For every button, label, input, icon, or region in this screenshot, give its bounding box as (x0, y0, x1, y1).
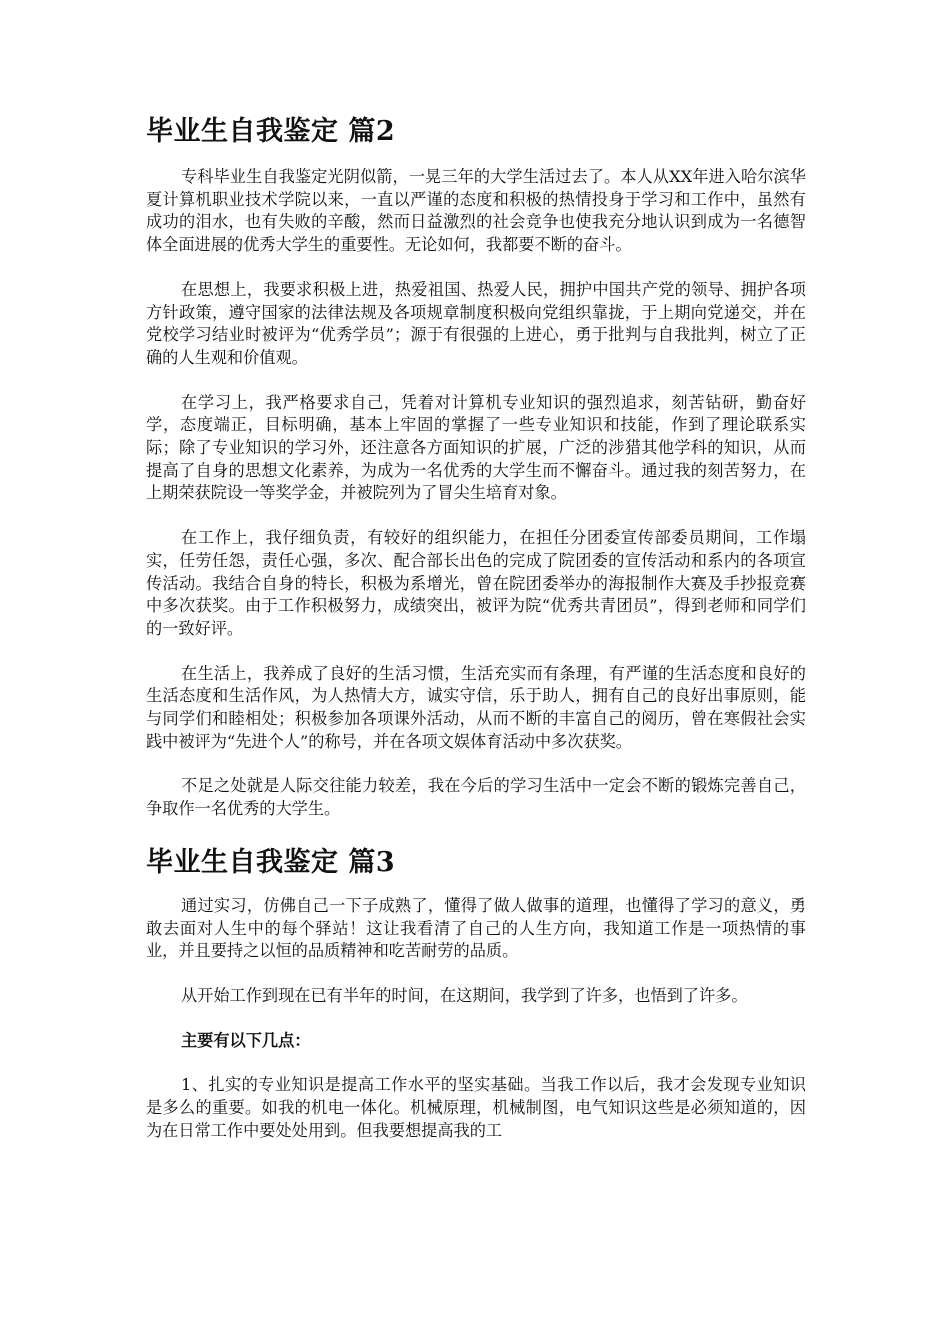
paragraph: 通过实习，仿佛自己一下子成熟了，懂得了做人做事的道理，也懂得了学习的意义，勇敢去面对人生中的每个驿站！这让我看清了自己的人生方向，我知道工作是一项热情的事业，并且要持之以恒的品质精神和吃苦耐劳的品质。 (146, 895, 806, 961)
paragraph: 1、扎实的专业知识是提高工作水平的坚实基础。当我工作以后，我才会发现专业知识是多么的重要。如我的机电一体化。机械原理，机械制图，电气知识这些是必须知道的，因为在日常工作中要处处用到。但我要想提高我的工 (146, 1075, 806, 1140)
paragraph: 从开始工作到现在已有半年的时间，在这期间，我学到了许多，也悟到了许多。 (181, 985, 748, 1005)
paragraph: 在学习上，我严格要求自己，凭着对计算机专业知识的强烈追求，刻苦钻研，勤奋好学，态度端正，目标明确，基本上牢固的掌握了一些专业知识和技能，作到了理论联系实际；除了专业知识的学习外，还注意各方面知识的扩展，广泛的涉猎其他学科的知识，从而提高了自身的思想文化素养，为成为一名优秀的大学生而不懈奋斗。通过我的刻苦努力，在上期荣获院设一等奖学金，并被院列为了冒尖生培育对象。 (146, 392, 806, 503)
document-page (146, 112, 806, 1165)
paragraph: 在工作上，我仔细负责，有较好的组织能力，在担任分团委宣传部委员期间，工作塌实，任劳任怨，责任心强，多次、配合部长出色的完成了院团委的宣传活动和系内的各项宣传活动。我结合自身的特长，积极为系增光，曾在院团委举办的海报制作大赛及手抄报竞赛中多次获奖。由于工作积极努力，成绩突出，被评为院“优秀共青团员”，得到老师和同学们的一致好评。 (146, 528, 806, 638)
section-heading: 毕业生自我鉴定 篇3 (146, 846, 396, 878)
paragraph: 在生活上，我养成了良好的生活习惯，生活充实而有条理，有严谨的生活态度和良好的生活态度和生活作风，为人热情大方，诚实守信，乐于助人，拥有自己的良好出事原则，能与同学们和睦相处；积极参加各项课外活动，从而不断的丰富自己的阅历，曾在寒假社会实践中被评为“先进个人”的称号，并在各项文娱体育活动中多次获奖。 (146, 663, 806, 751)
paragraph: 不足之处就是人际交往能力较差，我在今后的学习生活中一定会不断的锻炼完善自己，争取作一名优秀的大学生。 (146, 776, 806, 819)
subheading-points: 主要有以下几点： (181, 1030, 311, 1050)
paragraph: 在思想上，我要求积极上进，热爱祖国、热爱人民，拥护中国共产党的领导、拥护各项方针政策，遵守国家的法律法规及各项规章制度积极向党组织靠拢，于上期向党递交，并在党校学习结业时被评为“优秀学员”；源于有很强的上进心，勇于批判与自我批判，树立了正确的人生观和价值观。 (146, 279, 806, 367)
paragraph: 专科毕业生自我鉴定光阴似箭，一晃三年的大学生活过去了。本人从XX年进入哈尔滨华夏计算机职业技术学院以来，一直以严谨的态度和积极的热情投身于学习和工作中，虽然有成功的泪水，也有失败的辛酸，然而日益激烈的社会竞争也使我充分地认识到成为一名德智体全面进展的优秀大学生的重要性。无论如何，我都要不断的奋斗。 (146, 167, 806, 255)
section-heading: 毕业生自我鉴定 篇2 (146, 116, 396, 147)
